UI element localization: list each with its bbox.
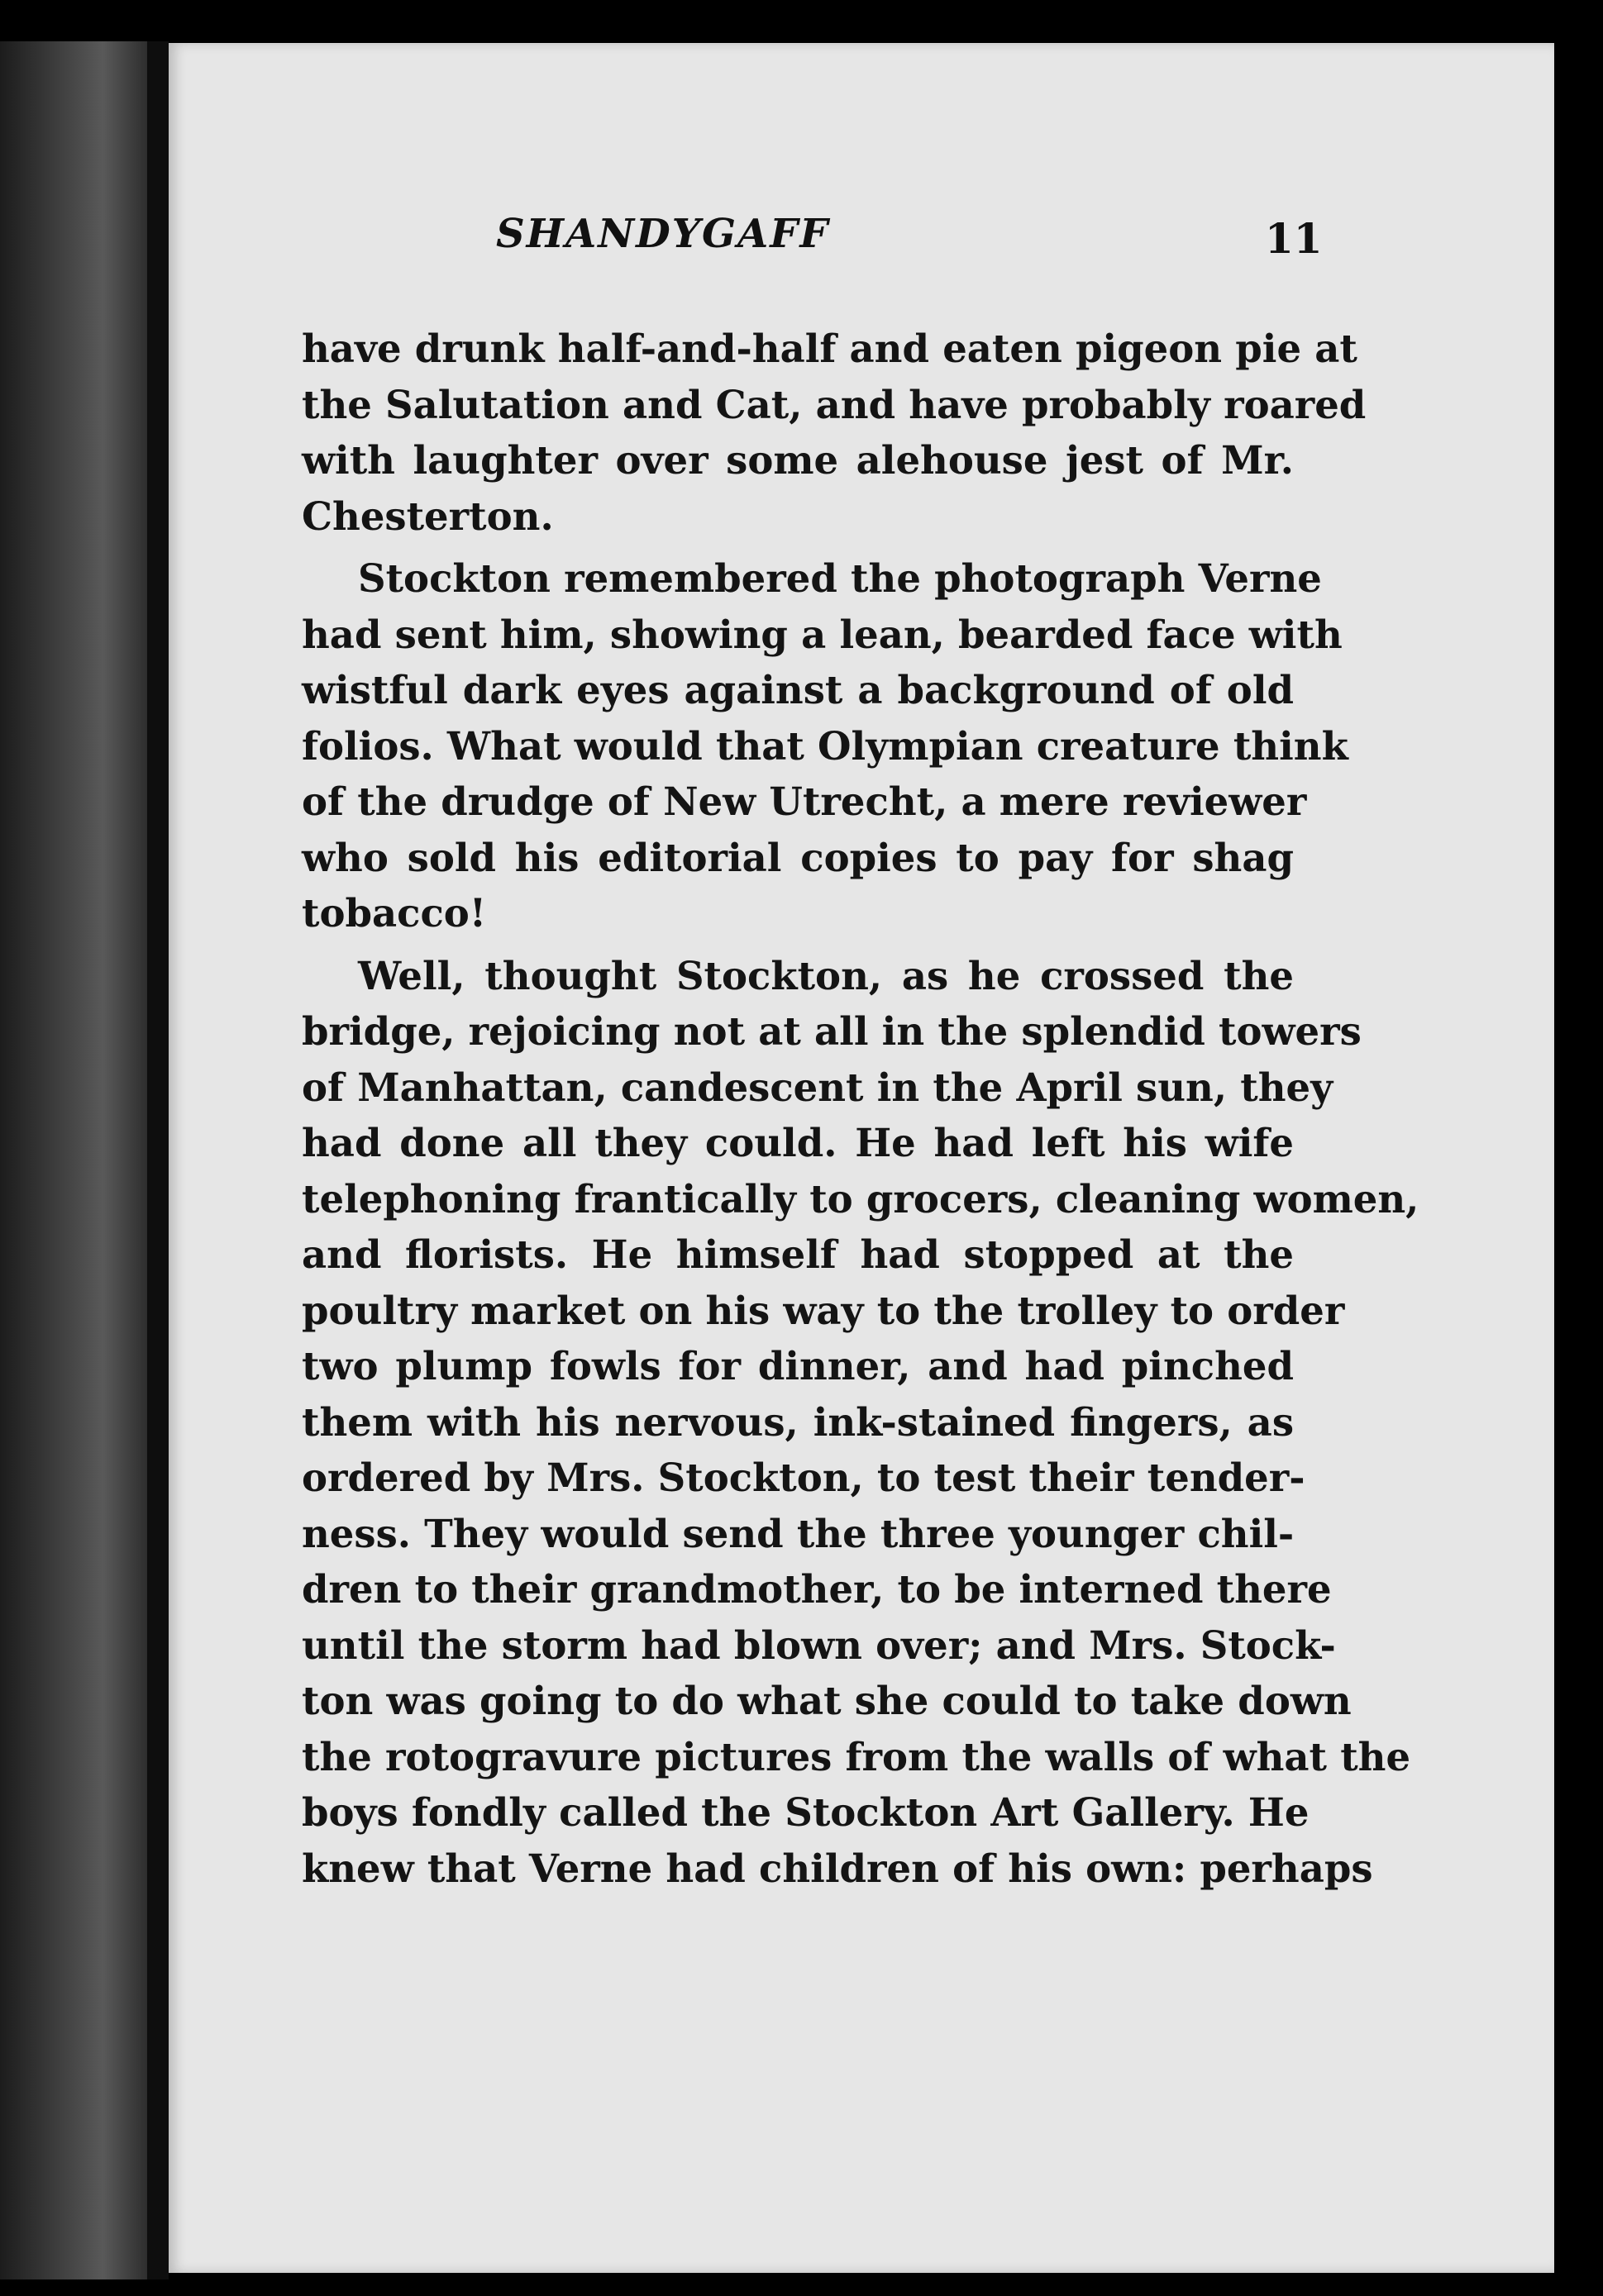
text-line: have drunk half-and-half and eaten pigeon pie at [302, 326, 1357, 371]
text-line: two plump fowls for dinner, and had pinched [302, 1343, 1294, 1389]
text-line: the rotogravure pictures from the walls of what the [302, 1733, 1411, 1779]
text-line: Well, thought Stockton, as he crossed the [358, 952, 1294, 998]
running-head [0, 211, 1603, 277]
text-line: who sold his editorial copies to pay for shag [302, 834, 1294, 880]
text-line: the Salutation and Cat, and have probably roared [302, 381, 1367, 427]
running-title: SHANDYGAFF [496, 211, 830, 257]
text-line: folios. What would that Olympian creature think [302, 722, 1348, 769]
text-line: until the storm had blown over; and Mrs. Stock- [302, 1622, 1336, 1668]
text-line: bridge, rejoicing not at all in the splendid towers [302, 1008, 1362, 1054]
text-line: telephoning frantically to grocers, cleaning women, [302, 1175, 1419, 1222]
text-line: had done all they could. He had left his wife [302, 1120, 1294, 1165]
body-text [302, 321, 1419, 1896]
paragraph-3 [302, 948, 1419, 1897]
text-line: them with his nervous, ink-stained fingers, as [302, 1398, 1294, 1445]
text-line: knew that Verne had children of his own: perhaps [302, 1845, 1373, 1891]
paragraph-gap [302, 544, 1294, 550]
text-line: poultry market on his way to the trolley to order [302, 1287, 1345, 1333]
text-line: wistful dark eyes against a background of old [302, 667, 1294, 712]
text-line: had sent him, showing a lean, bearded face with [302, 611, 1343, 657]
text-line: tobacco! [302, 890, 487, 936]
page-number: 11 [1265, 214, 1323, 263]
text-line: and florists. He himself had stopped at the [302, 1231, 1294, 1277]
text-line: dren to their grandmother, to be interned there [302, 1566, 1332, 1612]
text-line: ordered by Mrs. Stockton, to test their tender- [302, 1455, 1305, 1500]
text-line: with laughter over some alehouse jest of Mr. [302, 437, 1294, 483]
text-line: ton was going to do what she could to take down [302, 1678, 1352, 1723]
text-line: of Manhattan, candescent in the April sun, they [302, 1064, 1333, 1110]
paragraph-2 [302, 550, 1348, 941]
paragraph-1 [302, 321, 1367, 544]
text-line: boys fondly called the Stockton Art Gallery. He [302, 1789, 1310, 1835]
binding-shadow [147, 41, 169, 2279]
text-line: Stockton remembered the photograph Verne [358, 555, 1322, 601]
text-line: of the drudge of New Utrecht, a mere reviewer [302, 779, 1307, 824]
book-binding-edge [0, 41, 147, 2279]
text-line: ness. They would send the three younger chil- [302, 1510, 1295, 1556]
text-line: Chesterton. [302, 493, 554, 539]
paragraph-gap [302, 941, 1294, 948]
